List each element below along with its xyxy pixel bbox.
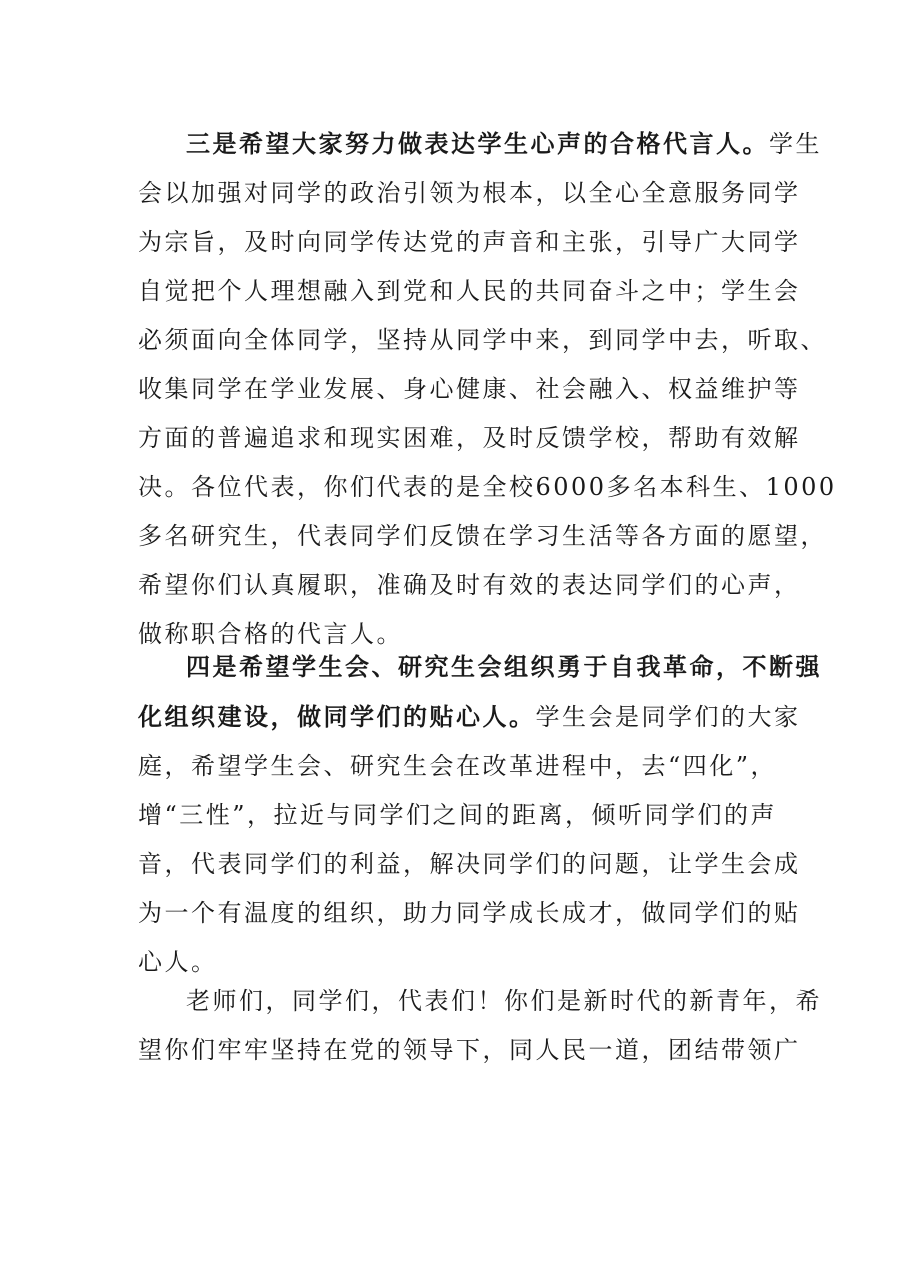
paragraph-line xyxy=(138,119,822,169)
paragraph-line: 会以加强对同学的政治引领为根本，以全心全意服务同学 xyxy=(138,179,801,207)
paragraph-3 xyxy=(138,977,822,1075)
paragraph-line: 望你们牢牢坚持在党的领导下，同人民一道，团结带领广 xyxy=(138,1036,801,1064)
paragraph-line: 为宗旨，及时向同学传达党的声音和主张，引导广大同学 xyxy=(138,228,801,256)
paragraph-line: 决。各位代表，你们代表的是全校6000多名本科生、1000 xyxy=(138,473,837,501)
paragraph-line: 多名研究生，代表同学们反馈在学习生活等各方面的愿望， xyxy=(138,522,827,550)
paragraph-line: 希望你们认真履职，准确及时有效的表达同学们的心声， xyxy=(138,571,801,599)
paragraph-line: 增“三性”，拉近与同学们之间的距离，倾听同学们的声 xyxy=(138,801,778,829)
paragraph-line: 必须面向全体同学，坚持从同学中来，到同学中去，听取、 xyxy=(138,326,827,354)
body-text: 学生 xyxy=(769,130,822,158)
paragraph-line: 自觉把个人理想融入到党和人民的共同奋斗之中；学生会 xyxy=(138,277,801,305)
bold-heading-text: 化组织建设，做同学们的贴心人。 xyxy=(138,702,536,731)
body-text: 学生会是同学们的大家 xyxy=(535,703,801,731)
paragraph-line: 做称职合格的代言人。 xyxy=(138,620,403,648)
paragraph-line xyxy=(138,642,822,692)
paragraph-line xyxy=(138,692,801,742)
paragraph-line: 庭，希望学生会、研究生会在改革进程中，去“四化”， xyxy=(138,752,778,780)
paragraph-line: 音，代表同学们的利益，解决同学们的问题，让学生会成 xyxy=(138,850,801,878)
bold-heading-text: 三是希望大家努力做表达学生心声的合格代言人。 xyxy=(186,129,769,158)
paragraph-line: 老师们，同学们，代表们！你们是新时代的新青年，希 xyxy=(186,987,822,1015)
paragraph-line: 收集同学在学业发展、身心健康、社会融入、权益维护等 xyxy=(138,375,801,403)
paragraph-line: 方面的普遍追求和现实困难，及时反馈学校，帮助有效解 xyxy=(138,424,801,452)
paragraph-line: 心人。 xyxy=(138,948,218,976)
paragraph-line: 为一个有温度的组织，助力同学成长成才，做同学们的贴 xyxy=(138,899,801,927)
paragraph-1 xyxy=(138,119,837,659)
bold-heading-text: 四是希望学生会、研究生会组织勇于自我革命，不断强 xyxy=(186,652,822,681)
paragraph-2 xyxy=(138,642,822,987)
